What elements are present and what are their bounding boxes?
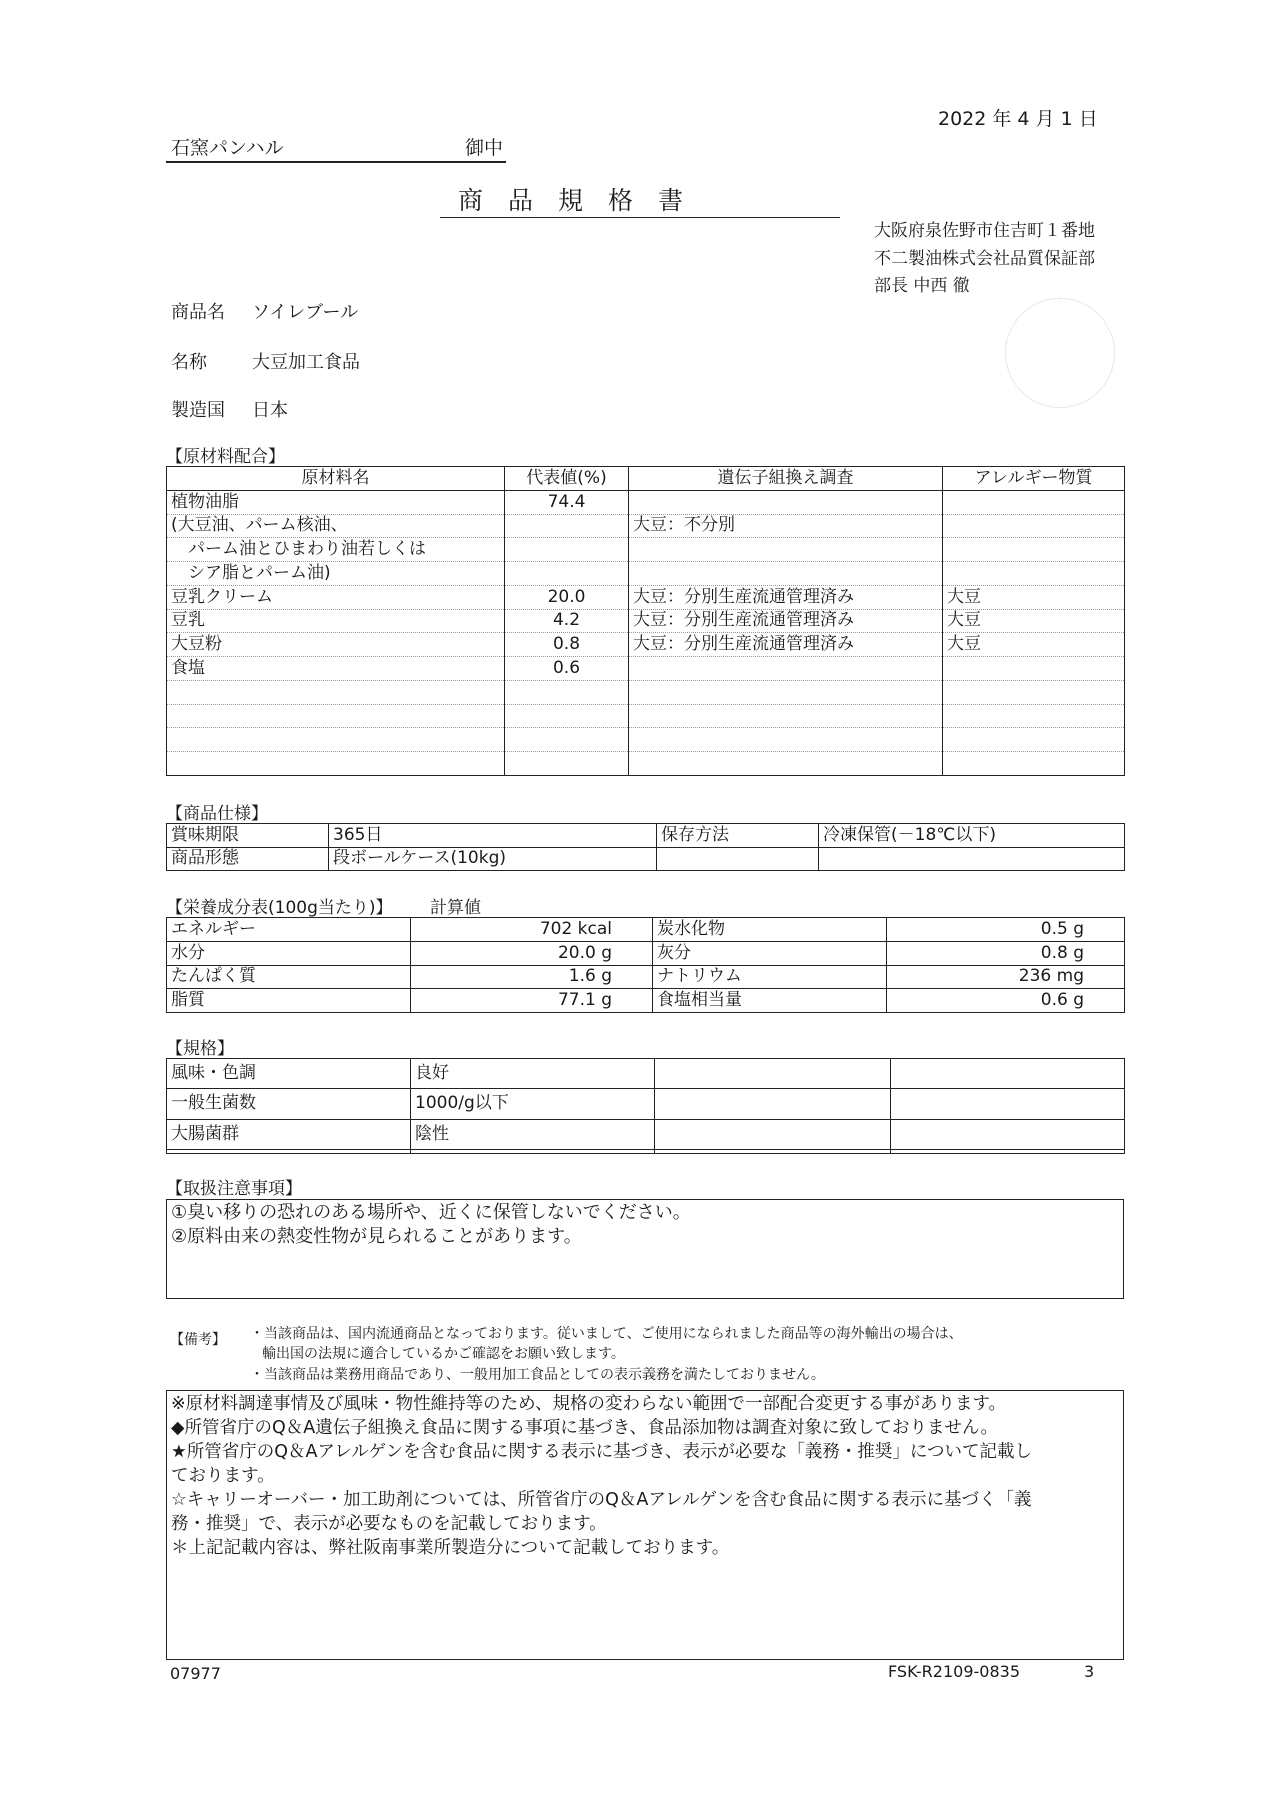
recipient-honorific: 御中	[465, 137, 504, 159]
issuer-person: 部長 中西 徹	[874, 276, 970, 296]
nutrition-row	[167, 989, 1125, 1013]
ingredient-row	[167, 562, 1125, 586]
remarks-line: ・当該商品は、国内流通商品となっております。従いまして、ご使用になられました商品等の海外輸出の場合は、	[250, 1326, 963, 1342]
note-line: ★所管省庁のQ＆Aアレルゲンを含む食品に関する表示に基づき、表示が必要な「義務・推奨」について記載し	[171, 1442, 1033, 1462]
ingredient-row-cell	[167, 680, 505, 704]
standard-row-cell	[411, 1149, 655, 1153]
remarks-line: ・当該商品は業務用商品であり、一般用加工食品としての表示義務を満たしておりません。	[250, 1367, 825, 1383]
recipient-underline	[166, 161, 506, 163]
handling-box	[166, 1199, 1124, 1299]
ingredient-row-cell: 4.2	[505, 609, 629, 633]
ingredient-row-cell: 大豆：不分別	[629, 514, 943, 538]
document-title: 商 品 規 格 書	[458, 186, 684, 215]
standard-row-cell: 一般生菌数	[167, 1089, 411, 1119]
ingredient-row-cell	[943, 562, 1125, 586]
standard-row-cell	[891, 1089, 1125, 1119]
standard-row-cell: 1000/g以下	[411, 1089, 655, 1119]
nutrition-row-cell: 炭水化物	[653, 918, 887, 942]
note-line: ＊上記記載内容は、弊社阪南事業所製造分について記載しております。	[171, 1538, 730, 1558]
nutrition-row	[167, 918, 1125, 942]
shelf-life-label: 賞味期限	[167, 824, 329, 848]
ingredient-row-cell	[629, 704, 943, 728]
ingredient-row-cell: 大豆	[943, 633, 1125, 657]
nutrition-row-cell: 0.5 g	[887, 918, 1125, 942]
nutrition-row-cell: 1.6 g	[411, 965, 653, 989]
ingredient-row-cell	[167, 728, 505, 752]
ingredient-row-cell: 大豆：分別生産流通管理済み	[629, 633, 943, 657]
standard-row-cell: 良好	[411, 1059, 655, 1089]
standard-row-cell	[167, 1149, 411, 1153]
standard-row-cell	[891, 1149, 1125, 1153]
ingredient-row-cell: 0.6	[505, 657, 629, 681]
nutrition-row-cell: 236 mg	[887, 965, 1125, 989]
standard-row	[167, 1089, 1125, 1119]
form-value: 段ボールケース(10kg)	[329, 847, 657, 871]
nutrition-table	[166, 917, 1125, 1013]
standard-row	[167, 1119, 1125, 1149]
ingredient-row	[167, 585, 1125, 609]
ingredient-row-cell: (大豆油、パーム核油、	[167, 514, 505, 538]
ingredient-row-cell	[943, 490, 1125, 514]
ingredient-row-cell	[505, 752, 629, 776]
country-value: 日本	[252, 400, 288, 421]
ingredient-row-cell	[629, 538, 943, 562]
ingredients-header: アレルギー物質	[943, 467, 1125, 491]
ingredient-row	[167, 490, 1125, 514]
nutrition-row	[167, 941, 1125, 965]
nutrition-row-cell: 77.1 g	[411, 989, 653, 1013]
standard-row-cell: 陰性	[411, 1119, 655, 1149]
standards-table	[166, 1058, 1125, 1154]
document-title-underline	[440, 217, 840, 218]
issue-date: 2022 年 4 月 1 日	[938, 108, 1098, 130]
notes-box	[166, 1390, 1124, 1660]
ingredient-row-cell	[943, 728, 1125, 752]
ingredients-section-title: 【原材料配合】	[166, 447, 285, 467]
footer-page-number: 3	[1084, 1662, 1095, 1681]
product-name-value: ソイレブール	[252, 302, 359, 323]
ingredient-row	[167, 752, 1125, 776]
ingredient-row	[167, 538, 1125, 562]
remarks-line: 輸出国の法規に適合しているかご確認をお願い致します。	[262, 1346, 625, 1362]
product-name-label: 商品名	[171, 302, 225, 323]
footer-left-code: 07977	[170, 1664, 221, 1683]
ingredient-row-cell: シア脂とパーム油)	[167, 562, 505, 586]
ingredient-row-cell	[167, 704, 505, 728]
standard-row-cell	[655, 1089, 891, 1119]
ingredient-row-cell	[629, 728, 943, 752]
ingredient-row-cell: 食塩	[167, 657, 505, 681]
remarks-label: 【備考】	[170, 1332, 226, 1348]
ingredient-row-cell	[505, 562, 629, 586]
nutrition-section-title: 【栄養成分表(100g当たり)】	[166, 898, 393, 918]
issuer-address: 大阪府泉佐野市住吉町１番地	[874, 221, 1095, 241]
ingredient-row-cell	[629, 562, 943, 586]
ingredient-row	[167, 609, 1125, 633]
standard-row	[167, 1149, 1125, 1153]
ingredient-row	[167, 514, 1125, 538]
nutrition-row-cell: 灰分	[653, 941, 887, 965]
ingredient-row-cell: 74.4	[505, 490, 629, 514]
footer-document-code: FSK-R2109-0835	[888, 1662, 1020, 1681]
ingredient-row-cell: 20.0	[505, 585, 629, 609]
note-line: ☆キャリーオーバー・加工助剤については、所管省庁のQ＆Aアレルゲンを含む食品に関する表示に基づく「義	[171, 1490, 1032, 1510]
nutrition-row	[167, 965, 1125, 989]
ingredient-row	[167, 680, 1125, 704]
ingredient-row-cell	[943, 704, 1125, 728]
ingredient-row-cell	[505, 680, 629, 704]
nutrition-row-cell: 脂質	[167, 989, 411, 1013]
nutrition-row-cell: 20.0 g	[411, 941, 653, 965]
ingredient-row-cell: 0.8	[505, 633, 629, 657]
nutrition-row-cell: エネルギー	[167, 918, 411, 942]
seal-stamp	[1005, 298, 1115, 408]
ingredient-row	[167, 728, 1125, 752]
note-line: ◆所管省庁のQ＆A遺伝子組換え食品に関する事項に基づき、食品添加物は調査対象に致しておりません。	[171, 1418, 999, 1438]
product-title-label: 名称	[171, 352, 207, 373]
nutrition-row-cell: 0.6 g	[887, 989, 1125, 1013]
nutrition-row-cell: 0.8 g	[887, 941, 1125, 965]
ingredient-row-cell: 大豆	[943, 609, 1125, 633]
ingredient-row-cell	[505, 514, 629, 538]
ingredient-row-cell	[629, 680, 943, 704]
ingredient-row-cell: 大豆	[943, 585, 1125, 609]
ingredient-row-cell	[943, 680, 1125, 704]
spec-section-title: 【商品仕様】	[166, 804, 268, 824]
ingredient-row-cell: 大豆粉	[167, 633, 505, 657]
standard-row-cell	[655, 1059, 891, 1089]
ingredients-header: 原材料名	[167, 467, 505, 491]
ingredient-row-cell: 植物油脂	[167, 490, 505, 514]
standard-row-cell: 風味・色調	[167, 1059, 411, 1089]
nutrition-row-cell: ナトリウム	[653, 965, 887, 989]
ingredient-row-cell: 大豆：分別生産流通管理済み	[629, 585, 943, 609]
nutrition-row-cell: 水分	[167, 941, 411, 965]
ingredient-row-cell	[943, 657, 1125, 681]
ingredient-row-cell	[943, 514, 1125, 538]
storage-value: 冷凍保管(－18℃以下)	[819, 824, 1125, 848]
nutrition-row-cell: たんぱく質	[167, 965, 411, 989]
ingredient-row-cell	[167, 752, 505, 776]
handling-line: ①臭い移りの恐れのある場所や、近くに保管しないでください。	[171, 1202, 691, 1223]
form-label: 商品形態	[167, 847, 329, 871]
nutrition-row-cell: 702 kcal	[411, 918, 653, 942]
ingredients-table	[166, 466, 1125, 776]
ingredients-header: 代表値(%)	[505, 467, 629, 491]
standard-row-cell	[655, 1119, 891, 1149]
ingredient-row	[167, 704, 1125, 728]
ingredient-row-cell	[505, 538, 629, 562]
ingredient-row-cell: 豆乳クリーム	[167, 585, 505, 609]
ingredient-row	[167, 633, 1125, 657]
recipient-name: 石窯パンハル	[171, 137, 284, 159]
standard-row-cell: 大腸菌群	[167, 1119, 411, 1149]
ingredient-row-cell: パーム油とひまわり油若しくは	[167, 538, 505, 562]
standard-row-cell	[891, 1059, 1125, 1089]
ingredient-row-cell: 豆乳	[167, 609, 505, 633]
note-line: 務・推奨」で、表示が必要なものを記載しております。	[171, 1514, 607, 1534]
empty-cell	[657, 847, 819, 871]
note-line: ております。	[171, 1466, 275, 1486]
standard-row-cell	[891, 1119, 1125, 1149]
ingredient-row-cell	[629, 657, 943, 681]
product-title-value: 大豆加工食品	[252, 352, 360, 373]
ingredient-row	[167, 657, 1125, 681]
nutrition-note: 計算値	[430, 898, 481, 918]
standard-row-cell	[655, 1149, 891, 1153]
note-line: ※原材料調達事情及び風味・物性維持等のため、規格の変わらない範囲で一部配合変更する事があります。	[171, 1394, 1007, 1414]
ingredient-row-cell	[629, 490, 943, 514]
ingredient-row-cell	[505, 704, 629, 728]
handling-line: ②原料由来の熱変性物が見られることがあります。	[171, 1226, 582, 1247]
standards-section-title: 【規格】	[166, 1039, 234, 1059]
empty-cell	[819, 847, 1125, 871]
handling-section-title: 【取扱注意事項】	[166, 1179, 302, 1199]
ingredients-header: 遺伝子組換え調査	[629, 467, 943, 491]
ingredient-row-cell	[943, 538, 1125, 562]
issuer-company: 不二製油株式会社品質保証部	[874, 249, 1095, 269]
spec-table	[166, 823, 1125, 871]
storage-label: 保存方法	[657, 824, 819, 848]
shelf-life-value: 365日	[329, 824, 657, 848]
ingredient-row-cell: 大豆：分別生産流通管理済み	[629, 609, 943, 633]
standard-row	[167, 1059, 1125, 1089]
ingredient-row-cell	[629, 752, 943, 776]
country-label: 製造国	[171, 400, 225, 421]
ingredient-row-cell	[943, 752, 1125, 776]
nutrition-row-cell: 食塩相当量	[653, 989, 887, 1013]
ingredient-row-cell	[505, 728, 629, 752]
